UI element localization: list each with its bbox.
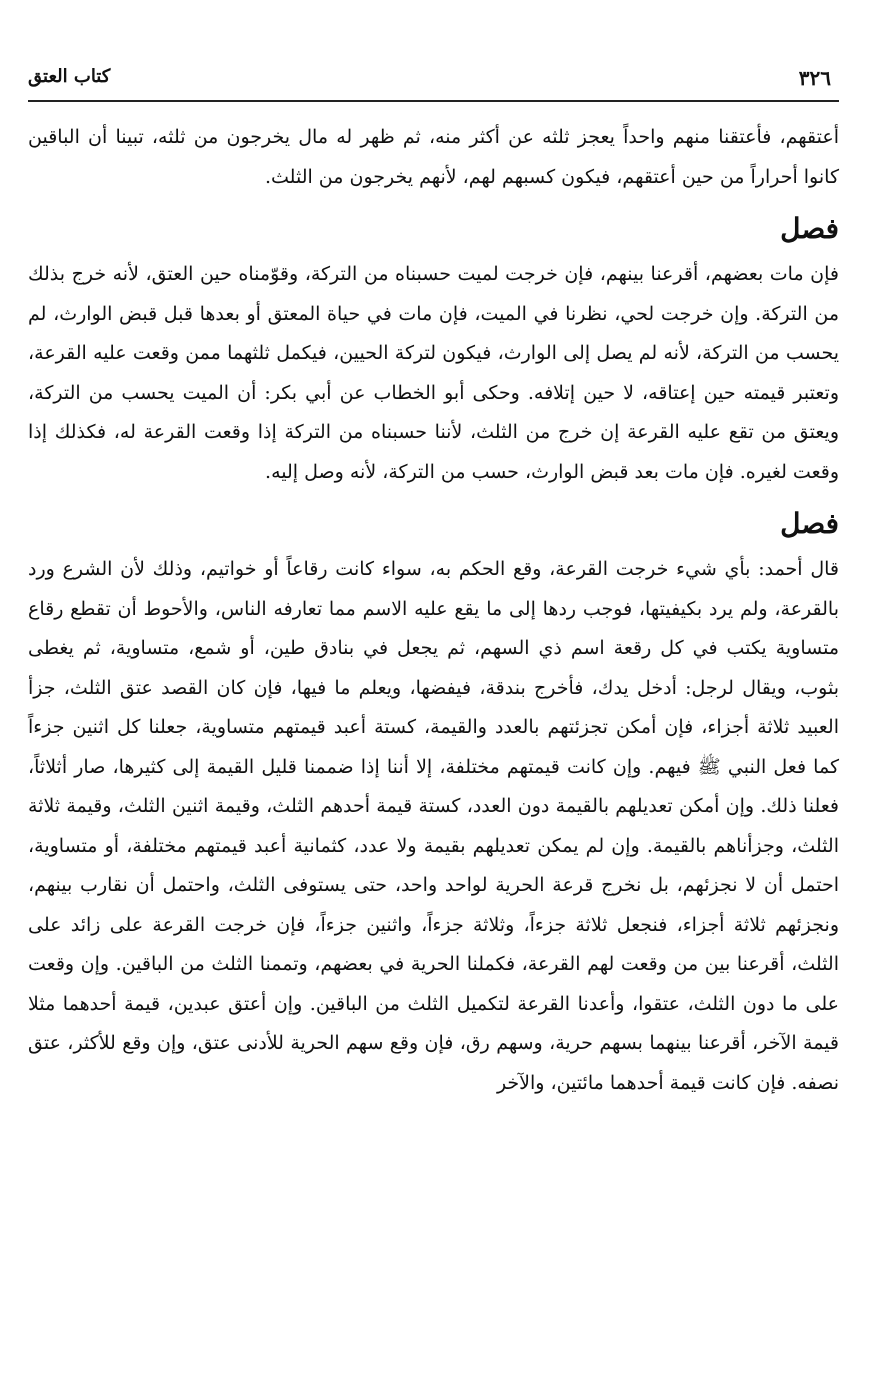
paragraph: فإن مات بعضهم، أقرعنا بينهم، فإن خرجت لميت حسبناه من التركة، وقوّمناه حين العتق، لأنه خرج بذلك من التركة. وإن خرجت لحي، نظرنا في الميت، فإن مات في حياة المعتق أو بعدها قبل قبض الوارث، لم يحسب من التركة، لأنه لم يصل إلى الوارث، فيكون لتركة الحيين، فيكمل ثلثهما ممن وقعت عليه القرعة، وتعتبر قيمته حين إعتاقه، لا حين إتلافه. وحكى أبو الخطاب عن أبي بكر: أن الميت يحسب من التركة، ويعتق من تقع عليه القرعة إن خرج من الثلث، لأننا حسبناه من التركة إذا وقعت القرعة له، فكذلك إذا وقعت لغيره. فإن مات بعد قبض الوارث، حسب من التركة، لأنه وصل إليه.	[28, 263, 839, 483]
running-title: كتاب العتق	[28, 66, 111, 87]
page-body	[28, 118, 839, 1103]
section-heading: فصل	[780, 507, 839, 540]
paragraph: قال أحمد: بأي شيء خرجت القرعة، وقع الحكم به، سواء كانت رقاعاً أو خواتيم، وذلك لأن الشرع ورد بالقرعة، ولم يرد بكيفيتها، فوجب ردها إلى ما يقع عليه الاسم مما تعارفه الناس، والأحوط أن تقطع رقاع متساوية يكتب في كل رقعة اسم ذي السهم، ثم يجعل في بنادق طين، أو شمع، متساوية، ثم يغطى بثوب، ويقال لرجل: أدخل يدك، فأخرج بندقة، فيفضها، ويعلم ما فيها، فإن كان القصد عتق الثلث، جزأ العبيد ثلاثة أجزاء، فإن أمكن تجزئتهم بالعدد والقيمة، كستة أعبد قيمتهم متساوية، جعلنا كل اثنين جزءاً كما فعل النبي ﷺ فيهم. وإن كانت قيمتهم مختلفة، إلا أننا إذا ضممنا قليل القيمة إلى كثيرها، صار أثلاثاً، فعلنا ذلك. وإن أمكن تعديلهم بالقيمة دون العدد، كستة قيمة أحدهم الثلث، وقيمة اثنين الثلث، وقيمة ثلاثة الثلث، وجزأناهم بالقيمة. وإن لم يمكن تعديلهم بقيمة ولا عدد، كثمانية أعبد قيمتهم مختلفة، أو متساوية، احتمل أن لا نجزئهم، بل نخرج قرعة الحرية لواحد واحد، حتى يستوفى الثلث، واحتمل أن نقارب بينهم، ونجزئهم ثلاثة أجزاء، فنجعل ثلاثة جزءاً، وثلاثة جزءاً، واثنين جزءاً، فإن خرجت القرعة على زائد على الثلث، أقرعنا بين من وقعت لهم القرعة، فكملنا الحرية في بعضهم، وتممنا الثلث من الباقين. وإن وقعت على ما دون الثلث، عتقوا، وأعدنا القرعة لتكميل الثلث من الباقين. وإن أعتق عبدين، قيمة أحدهما مثلا قيمة الآخر، أقرعنا بينهما بسهم حرية، وسهم رق، فإن وقع سهم الحرية للأدنى عتق، وإن وقع للأكثر، عتق نصفه. فإن كانت قيمة أحدهما مائتين، والآخر	[28, 558, 839, 1094]
section-heading: فصل	[780, 212, 839, 245]
page-number: ٣٢٦	[798, 66, 831, 90]
page-header	[28, 60, 839, 102]
paragraph: أعتقهم، فأعتقنا منهم واحداً يعجز ثلثه عن أكثر منه، ثم ظهر له مال يخرجون من ثلثه، تبينا أن الباقين كانوا أحراراً من حين أعتقهم، فيكون كسبهم لهم، لأنهم يخرجون من الثلث.	[28, 126, 839, 188]
